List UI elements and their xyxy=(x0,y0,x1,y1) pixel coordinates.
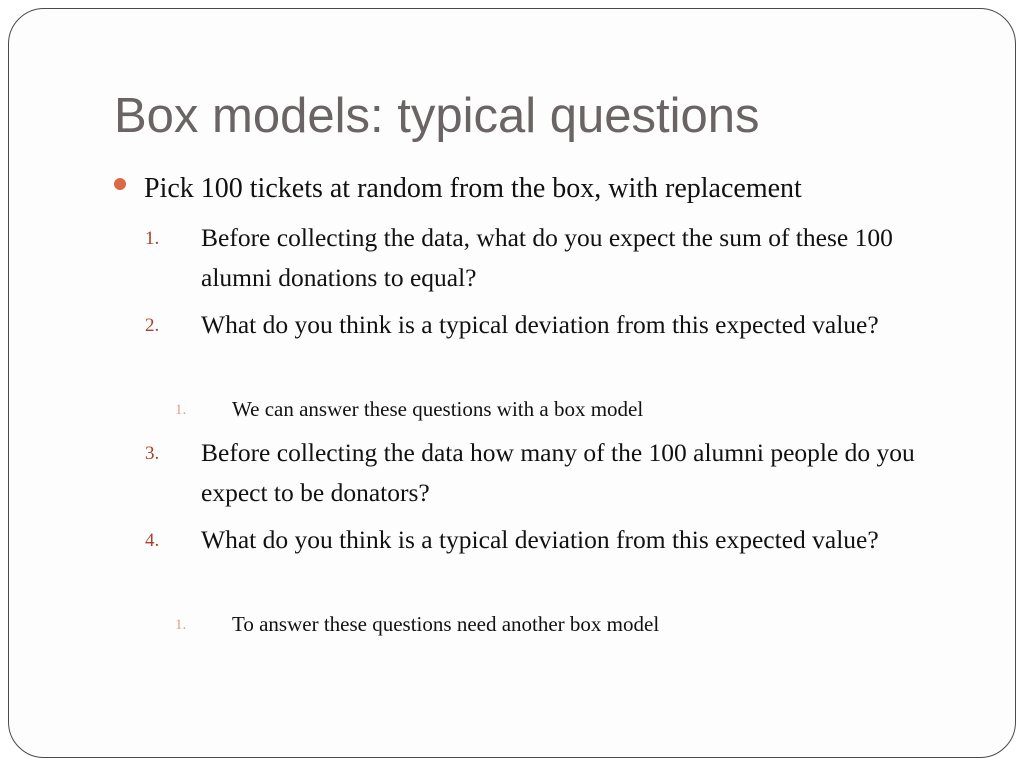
item-1-text: Before collecting the data, what do you expect the sum of these 100 alumni donations to equal? xyxy=(201,223,893,292)
item-2-number: 2. xyxy=(145,315,160,336)
slide-title: Box models: typical questions xyxy=(114,89,760,143)
item-2-sub-number: 1. xyxy=(175,402,187,418)
item-3-number: 3. xyxy=(145,443,160,464)
item-2-sub-text: We can answer these questions with a box model xyxy=(232,397,644,421)
item-2-text: What do you think is a typical deviation from this expected value? xyxy=(201,310,879,339)
item-3-text: Before collecting the data how many of the 100 alumni people do you expect to be donators? xyxy=(201,438,915,507)
item-4-sub-number: 1. xyxy=(175,617,187,633)
item-1-number: 1. xyxy=(145,228,160,249)
item-4-text: What do you think is a typical deviation from this expected value? xyxy=(201,525,879,554)
item-4-sub-text: To answer these questions need another box model xyxy=(232,612,660,636)
main-bullet-text: Pick 100 tickets at random from the box, with replacement xyxy=(144,173,802,204)
bullet-dot-icon xyxy=(114,178,126,190)
item-4-number: 4. xyxy=(145,530,160,551)
